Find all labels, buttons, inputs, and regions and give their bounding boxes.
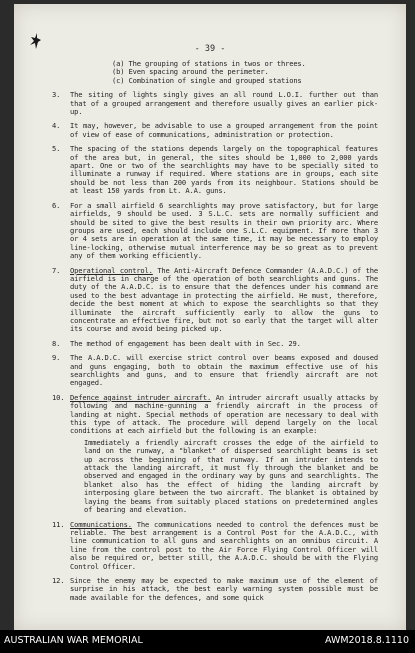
paragraph-5 (52, 145, 378, 195)
paragraph-6 (52, 202, 378, 261)
paragraph-number: 10. (52, 392, 65, 402)
paragraph-text: Since the enemy may be expected to make maximum use of the element of surprise in his attack, the best early warning system possible must be made available for the defences, and some quick (70, 575, 378, 602)
footer-bar (0, 630, 415, 653)
paragraph-number: 4. (52, 121, 61, 131)
paragraph-number: 7. (52, 265, 61, 275)
sub-list-item: (c) Combination of single and grouped stations (112, 75, 302, 85)
paragraph-content (70, 267, 378, 334)
paragraph-text: The spacing of the stations depends largely on the topographical features of the area but, in general, the sites should be 1,000 to 2,000 yards apart. One or two of the searchlights may have to be specially sited to illuminate a runway if required. Where stations are in groups, each site should be not less than 200 yards from its neighbour. Stations should be at least 150 yards from Lt. A.A. guns. (70, 144, 378, 196)
footer-accession-number: AWM2018.8.1110 (324, 635, 409, 646)
paragraph-10 (52, 394, 378, 515)
paragraph-text: An intruder aircraft usually attacks by following and machine-gunning a friendly aircraft in the process of landing at night. Special methods of operation are necessary to deal with this type of attack. The procedure will depend largely on the local conditions at each airfield but the following is an example: (70, 392, 378, 436)
paragraph-number: 3. (52, 90, 61, 100)
section-heading: Defence against intruder aircraft. (70, 392, 212, 402)
paragraph-number: 8. (52, 338, 61, 348)
footer-source: AUSTRALIAN WAR MEMORIAL (4, 635, 143, 646)
paragraph-text: For a small airfield 6 searchlights may prove satisfactory, but for large airfields, 9 should be used. 3 S.L.C. sets are normally sufficient and should be sited to give the best results in their own priority arc. Where groups are used, each should include one S.L.C. equipment. If more than 3 or 4 sets are in operation at the same time, it may be necessary to employ line-locking, otherwise mutual interference may be so great as to prevent any of them working efficiently. (70, 200, 378, 261)
paragraph-content (70, 521, 378, 571)
paragraph-4 (52, 122, 378, 139)
paragraph-12 (52, 577, 378, 602)
page-number: - 39 - (194, 44, 226, 54)
paragraph-number: 5. (52, 144, 61, 154)
sub-list-item: (a) The grouping of stations in twos or threes. (112, 59, 306, 68)
paragraph-number: 11. (52, 519, 65, 529)
paragraph-8 (52, 340, 378, 348)
section-heading: Operational control. (70, 265, 153, 275)
paragraph-number: 6. (52, 200, 61, 210)
paragraph-9 (52, 354, 378, 388)
sub-list-item: (b) Even spacing around the perimeter. (112, 67, 269, 77)
paragraph-3 (52, 91, 378, 116)
document-body (52, 60, 378, 608)
paragraph-11 (52, 521, 378, 571)
paragraph-text: The Anti-Aircraft Defence Commander (A.A.D.C.) of the airfield is in charge of the operation of both searchlights and guns. The duty of the A.A.D.C. is to ensure that the defences under his command are used to the best advantage in protecting the airfield. He must, therefore, decide the best moment at which to expose the searchlights so that they illuminate the aircraft sufficiently early to allow the guns to concentrate an effective fire, but not so early that the target will alter its course and avoid being picked up. (70, 265, 379, 334)
example-text: Immediately a friendly aircraft crosses the edge of the airfield to land on the runway, a "blanket" of dispersed searchlight beams is set up across the beginning of that runway. If an intruder intends to attack the landing aircraft, it must fly through the blanket and be observed and engaged in the ordinary way by guns and searchlights. The blanket also has the effect of hiding the landing aircraft by interposing glare between the two aircraft. The blanket is obtained by laying the beams from suitably placed stations on predetermined angles of bearing and elevation. (84, 437, 378, 515)
paragraph-text: The method of engagement has been dealt with in Sec. 29. (70, 338, 301, 348)
paragraph-content (70, 394, 378, 515)
section-heading: Communications. (70, 519, 132, 529)
paragraph-number: 12. (52, 575, 65, 585)
sub-list (112, 60, 378, 85)
paragraph-number: 9. (52, 353, 61, 363)
paragraph-text: It may, however, be advisable to use a grouped arrangement from the point of view of ease of communications, administration or protection. (70, 121, 378, 139)
paragraph-7 (52, 267, 378, 334)
paragraph-text: The A.A.D.C. will exercise strict control over beams exposed and doused and guns engaging, both to obtain the maximum effective use of his searchlights and guns, and to ensure that friendly aircraft are not engaged. (70, 353, 378, 388)
paragraph-text: The siting of lights singly gives an all round L.O.I. further out than that of a grouped arrangement and therefore usually gives an earlier pick-up. (70, 90, 378, 117)
document-page (14, 4, 406, 630)
paragraph-text: The communications needed to control the defences must be reliable. The best arrangement is a Control Post for the A.A.D.C., with line communication to all guns and searchlights on an omnibus circuit. A line from the control post to the Air Force Flying Control Officer will also be required or, better still, the A.A.D.C. should be with the Flying Control Officer. (70, 519, 378, 571)
